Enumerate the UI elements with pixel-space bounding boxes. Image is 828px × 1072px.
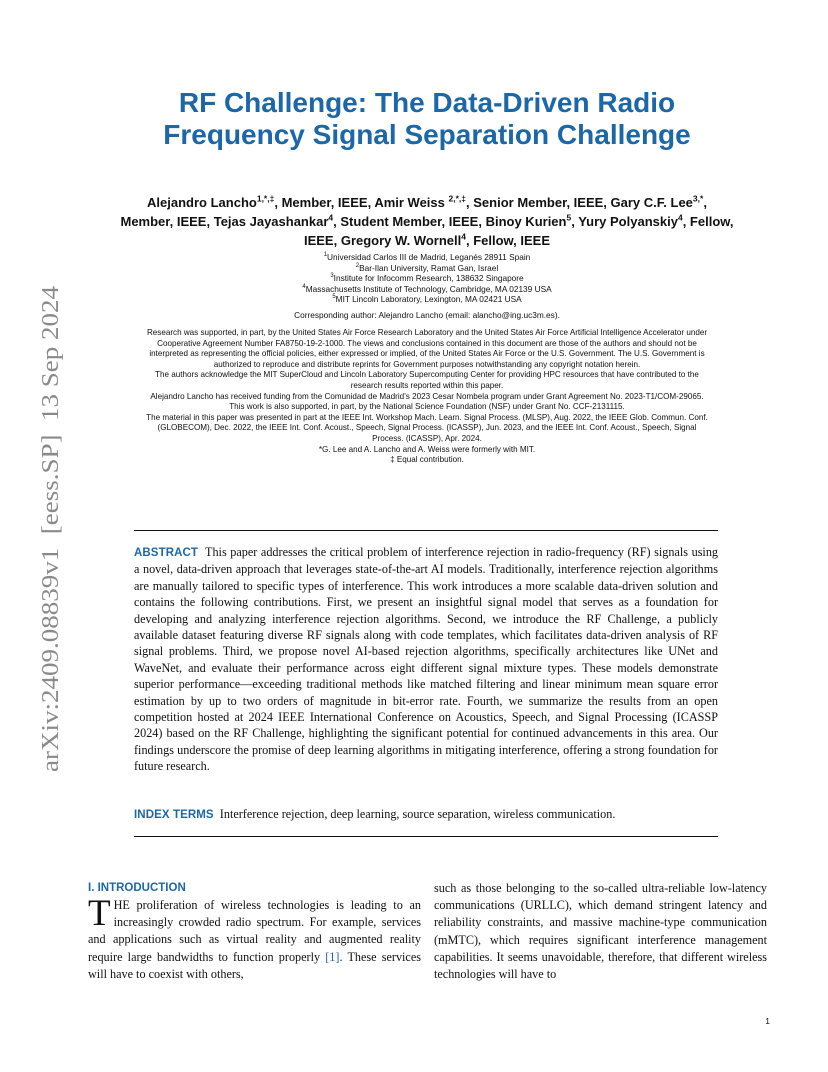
intro-text: HE proliferation of wireless technologies is leading to an increasingly crowded radio spectrum. For example, services and applications such as virtual reality and augmented reality require large bandwidths to function properly [88,898,421,964]
funding-paragraph: *G. Lee and A. Lancho and A. Weiss were formerly with MIT. [318,444,536,454]
funding-paragraph: ‡ Equal contribution. [390,455,464,465]
affiliation-line [120,284,734,295]
author-affil-mark: 5 [566,212,572,223]
arxiv-stamp-text: arXiv:2409.08839v1 [eess.SP] 13 Sep 2024 [38,340,64,772]
author-name: Gregory W. Wornell [340,233,462,248]
affiliation-line [120,252,734,263]
funding-paragraph: The authors acknowledge the MIT SuperCloud and Lincoln Laboratory Supercomputing Center for providing HPC resources that have contributed to the research results reported within this paper. [155,370,699,390]
author-affil-mark: 4 [677,212,683,223]
author-role: Student Member, IEEE [340,214,479,229]
author-name: Yury Polyanskiy [578,214,678,229]
author-affil-mark: 4 [461,231,466,242]
index-terms-text: Interference rejection, deep learning, source separation, wireless communication. [219,807,616,821]
author-name: Alejandro Lancho [147,195,257,210]
author-role: Fellow, IEEE [303,214,734,248]
intro-column-left [88,880,421,983]
affiliation-text: Bar-Ilan University, Ramat Gan, Israel [359,262,499,273]
index-terms-label: INDEX TERMS [134,809,214,821]
affiliation-number: 4 [302,284,306,291]
index-terms [134,806,718,823]
author-affil-mark: 3,* [692,193,704,204]
author-name: Amir Weiss [374,195,445,210]
funding-paragraph: The material in this paper was presented in part at the IEEE Int. Workshop Mach. Learn. Signal Process. (MLSP), Aug. 2022, the IEEE Glob. Commun. Conf. (GLOBECOM), Dec. 2022, the IEEE Int. Conf. Acoust., Speech, Signal Process. (ICASSP), Jun. 2023, and the IEEE Int. Conf. Acoust., Speech, Signal Process. (ICASSP), Apr. 2024. [146,412,708,443]
author-affil-mark: 2,*,‡ [448,193,467,204]
author-role: Fellow, IEEE [473,233,551,248]
author-role: Member, IEEE [120,214,207,229]
page-number: 1 [765,1016,770,1026]
intro-paragraph-continued: such as those belonging to the so-called ultra-reliable low-latency communications (URLLC), which demand stringent latency and reliability constraints, and massive machine-type communication (mMTC), which requires significant interference management capabilities. It seems unavoidable, therefore, that different wireless technologies will have to [434,881,767,982]
abstract-bottom-rule [134,836,718,837]
author-affil-mark: 1,*,‡ [256,193,275,204]
author-list: Alejandro Lancho$^{1,*,\ddagger}$, Member, IEEE, Amir Weiss $^{2,*,\ddagger}$, Senior Member, IEEE, Gary C.F. Lee$^{3,*}$, Member, IEEE, Tejas Jayashankar$^4$, Student Member, IEEE, Binoy Kurien$^5$, Yury Polyanskiy$^4$, Fellow, IEEE, Gregory W. Wornell$^4$, Fellow, IEEE [120,193,734,248]
funding-paragraph: This work is also supported, in part, by the National Science Foundation (NSF) under Grant No. CCF-2131115. [229,402,625,412]
arxiv-stamp [14,286,74,776]
affiliation-text: Universidad Carlos III de Madrid, Leganés 28911 Spain [327,252,531,262]
author-name: Gary C.F. Lee [610,195,693,210]
section-heading: I. INTRODUCTION [88,882,186,894]
intro-paragraph [88,893,421,983]
funding-paragraph: Research was supported, in part, by the United States Air Force Research Laboratory and the United States Air Force Artificial Intelligence Accelerator under Cooperative Agreement Number FA8750-19-2-1000. The views and conclusions contained in this document are those of the authors and should not be interpreted as representing the official policies, either expressed or implied, of the United States Air Force or the U.S. Government. The U.S. Government is authorized to reproduce and distribute reprints for Government purposes notwithstanding any copyright notation herein. [146,328,708,369]
author-name: Tejas Jayashankar [213,214,329,229]
author-name: Binoy Kurien [485,214,567,229]
affiliation-line [120,273,734,284]
affiliation-line [120,263,734,274]
paper-title: RF Challenge: The Data-Driven Radio Frequency Signal Separation Challenge [163,87,691,150]
intro-text: . These services will have to coexist with others, [88,949,421,981]
affiliation-text: Massachusetts Institute of Technology, Cambridge, MA 02139 USA [305,283,552,294]
citation-link[interactable]: [1] [325,949,340,964]
author-affil-mark: 4 [328,212,334,223]
affiliation-line [120,294,734,305]
abstract [134,544,718,775]
funding-paragraph: Alejandro Lancho has received funding from the Comunidad de Madrid’s 2023 Cesar Nombela program under Grant Agreement No. 2023-T1/COM-29065. [150,391,704,401]
author-role: Member, IEEE [281,195,368,210]
intro-column-right [434,880,767,983]
corresponding-author: Corresponding author: Alejandro Lancho (email: alancho@ing.uc3m.es). [294,310,560,320]
drop-cap: T [88,893,111,934]
affiliation-number: 3 [330,273,334,280]
affiliation-number: 5 [332,294,336,301]
affiliation-text: MIT Lincoln Laboratory, Lexington, MA 02421 USA [335,294,522,305]
affiliation-text: Institute for Infocomm Research, 138632 Singapore [333,273,524,284]
funding-notes [146,328,708,466]
affiliation-list [120,252,734,305]
abstract-text: This paper addresses the critical problem of interference rejection in radio-frequency (RF) signals using a novel, data-driven approach that leverages state-of-the-art AI models. Traditionally, interference rejection algorithms are manually tailored to specific types of interference. This work introduces a more scalable data-driven solution and contains the following contributions. First, we present an insightful signal model that serves as a foundation for developing and analyzing interference rejection algorithms. Second, we introduce the RF Challenge, a publicly available dataset featuring diverse RF signals along with code templates, which facilitates data-driven analysis of RF signal problems. Third, we propose novel AI-based rejection algorithms, specifically architectures like UNet and WaveNet, and evaluate their performance across eight different signal mixture types. These models demonstrate superior performance—exceeding traditional methods like matched filtering and linear minimum mean square error estimation by up to two orders of magnitude in bit-error rate. Fourth, we summarize the results from an open competition hosted at 2024 IEEE International Conference on Acoustics, Speech, and Signal Processing (ICASSP 2024) based on the RF Challenge, highlighting the significant potential for continued advancements in this area. Our findings underscore the promise of deep learning algorithms in mitigating interference, offering a strong foundation for future research. [134,545,719,774]
author-role: Senior Member, IEEE [473,195,604,210]
affiliation-number: 1 [323,252,328,259]
abstract-top-rule [134,530,718,531]
abstract-label: ABSTRACT [134,547,199,559]
affiliation-number: 2 [355,262,360,269]
